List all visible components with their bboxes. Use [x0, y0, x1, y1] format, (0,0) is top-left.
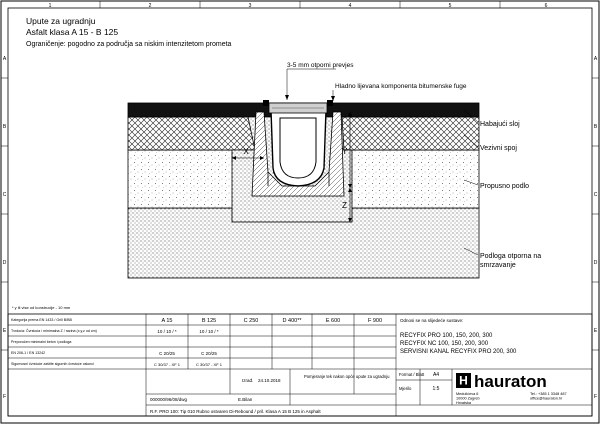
- joint-label: Hladno lijevana komponenta bitumenske fuge: [335, 83, 467, 90]
- frame-letter: E: [593, 328, 598, 334]
- frame-letter: B: [2, 124, 7, 130]
- frame-letter: A: [593, 56, 598, 62]
- company-phone: Tel.: +385 1 3348 487: [530, 392, 567, 396]
- frame-letter: D: [2, 260, 7, 266]
- concrete-a15: C 20/25: [159, 351, 175, 356]
- row-label-safety: Sigurnosni čvrstoće zaštite sigurnih čvrstoće oslonci: [11, 362, 94, 366]
- dims-a15: 10 / 10 / *: [157, 329, 177, 334]
- frame-letter: C: [593, 192, 598, 198]
- brand-name: hauraton: [474, 372, 547, 391]
- frame-number: 3: [248, 3, 252, 9]
- frame-number: 1: [48, 3, 52, 9]
- exposure-a15: C 30/37 - XF 1: [153, 362, 181, 367]
- row-label-concrete: Preporučen minimalni beton i podloga: [11, 340, 72, 344]
- gap-label: 3-5 mm otporni prevjes: [287, 62, 354, 69]
- exposure-b125: C 30/37 - XF 1: [195, 362, 223, 367]
- row-label-standard: EN 206-1 / EN 13242: [11, 351, 46, 355]
- product-line: RECYFIX NC 100, 150, 200, 300: [400, 341, 489, 347]
- format-value: A4: [432, 372, 440, 378]
- dimension-y: Y: [342, 147, 348, 156]
- class-f900: F 900: [367, 318, 383, 324]
- scale-value: 1:5: [432, 386, 440, 392]
- class-c250: C 250: [243, 318, 259, 324]
- format-label: Format / Blatt: [399, 372, 425, 377]
- hauraton-logo: [456, 372, 547, 391]
- dims-b125: 10 / 10 / *: [199, 329, 219, 334]
- drawing-title: Upute za ugradnju: [26, 16, 96, 26]
- drawing-subtitle: Asfalt klasa A 15 - B 125: [26, 27, 119, 37]
- base-label: Propusno podlo: [480, 183, 530, 190]
- bitumen-joint: [327, 100, 333, 106]
- dimension-z: Z: [342, 201, 347, 210]
- wear-layer-label: Habajući sloj: [480, 121, 520, 128]
- product-line: SERVISNI KANAL RECYFIX PRO 200, 300: [400, 349, 517, 355]
- bitumen-joint: [263, 100, 269, 106]
- class-a15: A 15: [161, 318, 173, 324]
- frame-number: 4: [348, 3, 352, 9]
- drawn-by: E.Bilan: [238, 397, 253, 402]
- limitation-note: Ograničenje: pogodno za područja sa niskim intenzitetom prometa: [26, 41, 232, 48]
- class-d400: D 400**: [282, 318, 302, 324]
- frame-letter: F: [2, 394, 7, 400]
- created-date: 24.10.2018: [258, 378, 281, 383]
- company-address: Medulićeva 6: [456, 392, 479, 396]
- frost-label-line1: Podloga otporna na: [480, 253, 542, 260]
- frame-number: 5: [448, 3, 452, 9]
- drawing-number: 000000/96/08/dwg: [150, 397, 188, 402]
- class-e600: E 600: [325, 318, 341, 324]
- frame-letter: F: [593, 394, 598, 400]
- svg-text:H: H: [459, 373, 468, 388]
- frame-number: 2: [148, 3, 152, 9]
- row-label-category: Kategorija prema EN 1433 / Grill B/BB: [11, 318, 72, 322]
- frame-letter: E: [2, 328, 7, 334]
- frame-letter: B: [593, 124, 598, 130]
- footnote: * y ili vise od konstrucije - 10 mm: [12, 305, 71, 310]
- frost-label-line2: smrzavanje: [480, 262, 516, 269]
- approval-note: Pomjeranje tek nakon opće upute za ugradnju: [304, 374, 390, 379]
- frame-number: 6: [544, 3, 548, 9]
- products-heading: Odnosi se na slijedeće sustave:: [400, 318, 464, 323]
- dimension-x: X: [243, 147, 249, 156]
- row-label-dims: Tvrdoća: Čvrstoća / minimalna Z / razina (x,y,z od cm): [11, 329, 97, 333]
- created-label: Izrađ.: [242, 378, 254, 383]
- frame-letter: A: [2, 56, 7, 62]
- cross-section: [128, 100, 479, 278]
- company-email: office@hauraton.hr: [530, 396, 563, 401]
- channel-invert: [280, 118, 316, 178]
- binder-label: Vezivni spoj: [480, 145, 517, 152]
- drawing-description: R.F. PRO 100: Tip 010 Rubno ostvaren Di-Rebound / pril. Klasa A 15 B 125 in Asphalt: [150, 409, 321, 414]
- product-line: RECYFIX PRO 100, 150, 200, 300: [400, 333, 493, 339]
- company-address: Hrvatska: [456, 401, 471, 405]
- frame-letter: D: [593, 260, 598, 266]
- concrete-b125: C 20/25: [201, 351, 217, 356]
- class-b125: B 125: [201, 318, 217, 324]
- scale-label: Mjerilo: [399, 386, 412, 391]
- frame-letter: C: [2, 192, 7, 198]
- company-address: 10000 Zagreb: [456, 396, 480, 401]
